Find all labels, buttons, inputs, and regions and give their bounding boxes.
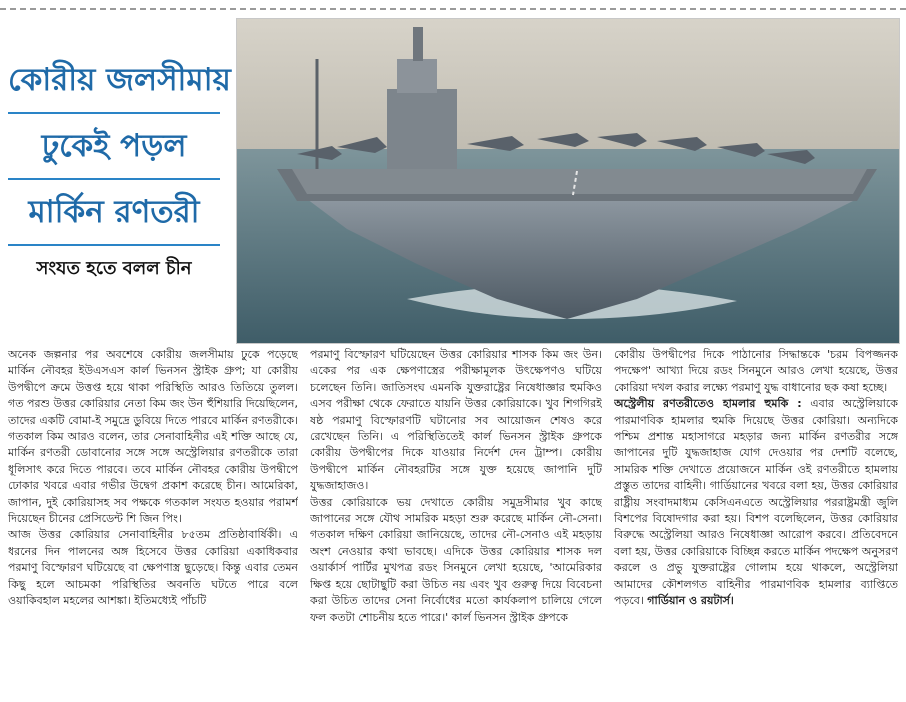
article-column-2 xyxy=(310,347,602,699)
article-paragraph: উত্তর কোরিয়াকে ভয় দেখাতে কোরীয় সমুদ্রসীমার খুব কাছে জাপানের সঙ্গে যৌথ সামরিক মহড়া শুরু করেছে মার্কিন নৌ-সেনা। গতকাল দক্ষিণ কোরিয়া জানিয়েছে, তাদের নৌ-সেনাও এই মহড়ায় অংশ নেওয়ার কথা ভাবছে। এদিকে উত্তর কোরিয়ার শাসক দল ওয়ার্কার্স পার্টির মুখপত্র রডং সিনমুনে লেখা হয়েছে, 'আমেরিকার ক্ষিপ্ত হয়ে ছোটাছুটি করা উচিত নয় এবং খুব গুরুত্ব দিয়ে বিবেচনা করা উচিত তাদের সেনা নির্বোধের মতো কার্যকলাপ চালিয়ে গেলে ফল কতটা শোচনীয় হতে পারে।' কার্ল ভিনসন স্ট্রাইক গ্রুপকে xyxy=(310,495,602,624)
headline-line-3: মার্কিন রণতরী xyxy=(8,180,220,246)
article-text: এবার অস্ট্রেলিয়াকে পারমাণবিক হামলার হুমকি দিয়েছে উত্তর কোরিয়া। অন্যদিকে পশ্চিম প্রশান্ত মহাসাগরে মহড়ার জন্য মার্কিন রণতরীর সঙ্গে জাপানের দুটি যুদ্ধজাহাজ যোগ দেওয়ার পর দেশটি বলেছে, সামরিক শক্তি দেখাতে প্রয়োজনে মার্কিন ওই রণতরীতে হামলায় প্রস্তুত তাদের বাহিনী। গার্ডিয়ানের খবরে বলা হয়, উত্তর কোরিয়ার রাষ্ট্রীয় সংবাদমাধ্যম কেসিএনএতে অস্ট্রেলিয়ার পররাষ্ট্রমন্ত্রী জুলি বিশপের বিষোদগার করা হয়। বিশপ বলেছিলেন, উত্তর কোরিয়ার বিরুদ্ধে অস্ট্রেলিয়া আরও নিষেধাজ্ঞা আরোপ করবে। প্রতিবেদনে বলা হয়, উত্তর কোরিয়াকে বিচ্ছিন্ন করতে মার্কিন পদক্ষেপ অনুসরণ করলে ও প্রভু যুক্তরাষ্ট্রের গোলাম হয়ে থাকলে, অস্ট্রেলিয়া আমাদের কৌশলগত বাহিনীর পারমাণবিক হামলার ব্যাপ্তিতে পড়বে। xyxy=(614,397,898,608)
article-paragraph xyxy=(614,396,898,609)
article-paragraph: পরমাণু বিস্ফোরণ ঘটিয়েছেন উত্তর কোরিয়ার শাসক কিম জং উন। একের পর এক ক্ষেপণাস্ত্রের পরীক্ষামূলক উৎক্ষেপণও ঘটিয়ে চলেছেন তিনি। জাতিসংঘ এমনকি যুক্তরাষ্ট্রের নিষেধাজ্ঞার হুমকিও এসব পরীক্ষা থেকে ফেরাতে যায়নি উত্তর কোরিয়াকে। খুব শিগগিরই ষষ্ঠ পরমাণু বিস্ফোরণটি ঘটানোর সব আয়োজন শেষও করে রেখেছেন তিনি। এ পরিস্থিতিতেই কার্ল ভিনসন স্ট্রাইক গ্রুপকে কোরীয় উপদ্বীপের দিকে যাওয়ার নির্দেশ দেন ট্রাম্প। কোরীয় উপদ্বীপে মার্কিন নৌবহরটির সঙ্গে যুক্ত হয়েছে জাপানি দুটি যুদ্ধজাহাজও। xyxy=(310,348,602,493)
news-credit: গার্ডিয়ান ও রয়টার্স। xyxy=(647,594,734,608)
headline-block xyxy=(8,60,231,282)
headline-line-2: ঢুকেই পড়ল xyxy=(8,114,220,180)
article-column-1 xyxy=(8,347,298,699)
top-dashed-rule xyxy=(0,8,906,10)
article-paragraph: আজ উত্তর কোরিয়ার সেনাবাহিনীর ৮৫তম প্রতিষ্ঠাবার্ষিকী। এ ধরনের দিন পালনের অঙ্গ হিসেবে উত্তর কোরিয়া একাধিকবার পরমাণু বিস্ফোরণ ঘটিয়েছে বা ক্ষেপণাস্ত্র ছুড়েছে। কিন্তু এবার তেমন কিছু হলে আচমকা পরিস্থিতির অবনতি ঘটতে পারে বলে ওয়াকিবহাল মহলের আশঙ্কা। ইতিমধ্যেই পাঁচটি xyxy=(8,528,298,608)
article-paragraph: কোরীয় উপদ্বীপের দিকে পাঠানোর সিদ্ধান্তকে 'চরম বিপজ্জনক পদক্ষেপ' আখ্যা দিয়ে রডং সিনমুনে আরও লেখা হয়েছে, উত্তর কোরিয়া দখল করার লক্ষ্যে পরমাণু যুদ্ধ বাধানোর ছক কষা হচ্ছে। xyxy=(614,348,898,394)
aircraft-carrier-photo xyxy=(236,18,900,344)
article-column-3 xyxy=(614,347,898,699)
inline-subheading: অস্ট্রেলীয় রণতরীতেও হামলার হুমকি : xyxy=(614,397,802,411)
article-paragraph: অনেক জল্পনার পর অবশেষে কোরীয় জলসীমায় ঢুকে পড়েছে মার্কিন নৌবহর ইউএসএস কার্ল ভিনসন স্ট্রাইক গ্রুপ; যা কোরীয় উপদ্বীপে ক্রমে উত্তপ্ত হয়ে থাকা পরিস্থিতি আরও তিতিয়ে তুলল। গত পরশু উত্তর কোরিয়ার নেতা কিম জং উন হুঁশিয়ারি দিয়েছিলেন, তাদের একটি বোমা-ই সমুদ্রে ডুবিয়ে দিতে পারবে মার্কিন রণতরীকে। গতকাল কিম আরও বলেন, তার সেনাবাহিনীর এই শক্তি আছে যে, মার্কিন রণতরী ডোবানোর সঙ্গে সঙ্গে অস্ট্রেলিয়ার রণতরীকে তারা ধূলিসাৎ করে দিতে পারবে। তবে মার্কিন নৌবহর কোরীয় উপদ্বীপে ঢোকার খবরে এবার গভীর উদ্বেগ প্রকাশ করেছে চীন। আমেরিকা, জাপান, দুই কোরিয়াসহ সব পক্ষকে গতকাল সংযত হওয়ার পরামর্শ দিয়েছেন চীনের প্রেসিডেন্ট শি জিন পিং। xyxy=(8,348,298,526)
subheadline: সংযত হতে বলল চীন xyxy=(36,258,192,279)
headline-line-1: কোরীয় জলসীমায় xyxy=(8,60,220,114)
aircraft-carrier-image xyxy=(237,19,899,343)
